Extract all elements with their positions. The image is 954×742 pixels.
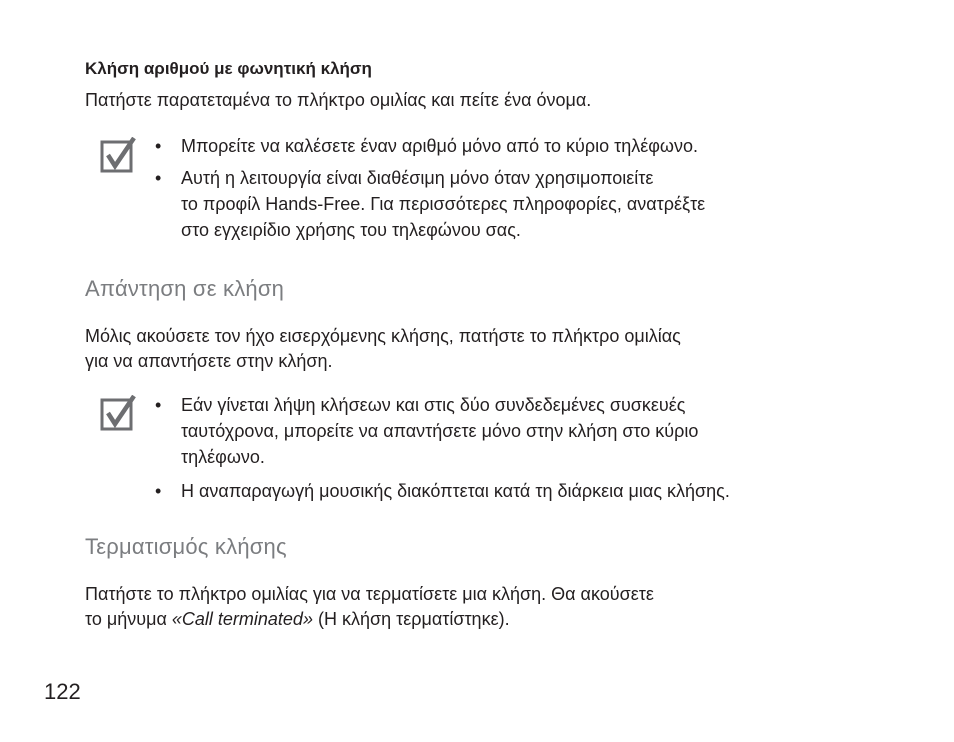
- note-line: ταυτόχρονα, μπορείτε να απαντήσετε μόνο στην κλήση στο κύριο: [181, 421, 699, 441]
- checkbox-checked-icon: [100, 395, 136, 431]
- note-line: Μπορείτε να καλέσετε έναν αριθμό μόνο από το κύριο τηλέφωνο.: [181, 136, 698, 156]
- bullet: •: [155, 395, 162, 415]
- note-line: Αυτή η λειτουργία είναι διαθέσιμη μόνο όταν χρησιμοποιείτε: [181, 168, 654, 188]
- note-line: τηλέφωνο.: [181, 447, 265, 467]
- answer-call-text-line: για να απαντήσετε στην κλήση.: [85, 351, 333, 371]
- call-terminated-message: «Call terminated»: [171, 609, 313, 629]
- answer-call-text: [85, 324, 681, 374]
- note-item: [155, 133, 705, 159]
- note-line: Η αναπαραγωγή μουσικής διακόπτεται κατά τη διάρκεια μιας κλήσης.: [181, 481, 730, 501]
- end-call-heading: Τερματισμός κλήσης: [85, 534, 287, 559]
- note-line: Εάν γίνεται λήψη κλήσεων και στις δύο συνδεδεμένες συσκευές: [181, 395, 686, 415]
- bullet: •: [155, 136, 162, 156]
- answer-call-text-line: Μόλις ακούσετε τον ήχο εισερχόμενης κλήσης, πατήστε το πλήκτρο ομιλίας: [85, 326, 681, 346]
- checkbox-checked-icon: [100, 137, 136, 173]
- end-call-text-line: Πατήστε το πλήκτρο ομιλίας για να τερματίσετε μια κλήση. Θα ακούσετε: [85, 584, 654, 604]
- note-line: στο εγχειρίδιο χρήσης του τηλεφώνου σας.: [181, 220, 521, 240]
- end-call-text: [85, 582, 654, 632]
- answer-call-notes: [155, 392, 730, 504]
- voice-dial-notes: [155, 133, 705, 243]
- answer-call-heading: Απάντηση σε κλήση: [85, 276, 285, 301]
- voice-dial-subheading: Κλήση αριθμού με φωνητική κλήση: [85, 59, 372, 78]
- note-item: [155, 392, 730, 470]
- note-line: το προφίλ Hands-Free. Για περισσότερες πληροφορίες, ανατρέξτε: [181, 194, 706, 214]
- bullet: •: [155, 168, 162, 188]
- page-number: 122: [44, 679, 81, 704]
- end-call-suffix: (Η κλήση τερματίστηκε).: [312, 609, 510, 629]
- end-call-prefix: το μήνυμα: [85, 609, 172, 629]
- end-call-text-line: [85, 607, 654, 632]
- bullet: •: [155, 481, 162, 501]
- note-icon-1: [100, 137, 136, 178]
- note-item: [155, 478, 730, 504]
- voice-dial-text: Πατήστε παρατεταμένα το πλήκτρο ομιλίας και πείτε ένα όνομα.: [85, 90, 592, 110]
- note-item: [155, 165, 705, 243]
- note-icon-2: [100, 395, 136, 436]
